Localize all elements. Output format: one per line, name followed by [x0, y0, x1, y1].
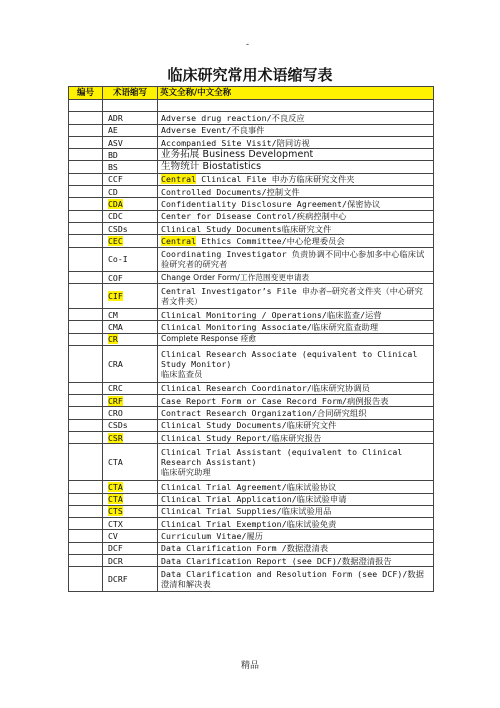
abbreviation-cell: [103, 112, 158, 124]
table-row: [69, 124, 434, 136]
table-row: [69, 136, 434, 148]
abbreviation-cell: [103, 493, 158, 505]
full-name-text: Clinical Research Coordinator/临床研究协调员: [161, 383, 370, 394]
full-name-cell: [158, 444, 434, 481]
abbreviation-text: DCRF: [108, 574, 128, 585]
abbreviation-cell: [103, 272, 158, 284]
row-number-cell: [69, 493, 103, 505]
table-row: [69, 309, 434, 321]
full-name-cell: [158, 407, 434, 419]
row-number-cell: [69, 247, 103, 272]
abbreviation-text: CMA: [108, 321, 123, 332]
full-name-text: Curriculum Vitae/履历: [161, 531, 264, 542]
table-row: [69, 186, 434, 198]
row-number-cell: [69, 309, 103, 321]
full-name-cell: [158, 198, 434, 210]
table-row: [69, 149, 434, 161]
abbreviation-cell: [103, 173, 158, 185]
row-number-cell: [69, 284, 103, 309]
table-row: [69, 333, 434, 345]
table-row: [69, 198, 434, 210]
table-row: [69, 530, 434, 542]
full-name-cell: [158, 112, 434, 124]
full-name-cell: [158, 432, 434, 444]
full-name-text: Central Investigator’s File 申办者—研究者文件夹（中心研究者文件夹）: [161, 286, 423, 307]
table-row: [69, 345, 434, 382]
abbreviation-text: DCR: [108, 555, 123, 566]
table-row: [69, 284, 434, 309]
abbreviation-cell: [103, 210, 158, 222]
full-name-text: Adverse drug reaction/不良反应: [161, 112, 305, 123]
row-number-cell: [69, 481, 103, 493]
full-name-cell: [158, 309, 434, 321]
full-name-cell: [158, 419, 434, 431]
full-name-text: Clinical Research Associate (equivalent to Clinical Study Monitor) 临床监查员: [161, 348, 418, 379]
abbreviation-text: CSDs: [108, 420, 128, 431]
full-name-cell: [158, 210, 434, 222]
abbreviation-text: COF: [108, 272, 123, 283]
full-name-cell: [158, 284, 434, 309]
abbreviation-cell: [103, 395, 158, 407]
abbreviation-cell: [103, 222, 158, 234]
header-full-name: 英文全称/中文全称: [158, 87, 434, 100]
row-number-cell: [69, 444, 103, 481]
abbreviation-text: CSR: [108, 432, 123, 443]
table-row: [69, 321, 434, 333]
table-row: [69, 481, 434, 493]
full-name-cell: [158, 321, 434, 333]
terminology-table: [68, 86, 434, 592]
row-number-cell: [69, 173, 103, 185]
row-number-cell: [69, 432, 103, 444]
row-number-cell: [69, 124, 103, 136]
table-row: [69, 407, 434, 419]
full-name-cell: [158, 173, 434, 185]
full-name-text: 业务拓展 Business Development: [161, 148, 314, 160]
full-name-text: Clinical Trial Agreement/临床试验协议: [161, 481, 337, 492]
abbreviation-text: CM: [108, 309, 118, 320]
highlighted-term: Central: [161, 174, 197, 185]
row-number-cell: [69, 518, 103, 530]
full-name-cell: [158, 542, 434, 554]
row-number-cell: [69, 382, 103, 394]
table-row: [69, 542, 434, 554]
abbreviation-text: CCF: [108, 174, 123, 185]
abbreviation-text: CRC: [108, 383, 123, 394]
table-row: [69, 210, 434, 222]
full-name-cell: [158, 100, 434, 112]
row-number-cell: [69, 149, 103, 161]
row-number-cell: [69, 333, 103, 345]
abbreviation-cell: [103, 530, 158, 542]
abbreviation-text: CTA: [108, 481, 123, 492]
abbreviation-cell: [103, 345, 158, 382]
row-number-cell: [69, 530, 103, 542]
full-name-text: Clinical Study Documents临床研究文件: [161, 223, 332, 234]
full-name-text: Clinical Monitoring Associate/临床研究监查助理: [161, 321, 379, 332]
abbreviation-cell: [103, 518, 158, 530]
full-name-text: 生物统计 Biostatistics: [161, 161, 262, 173]
full-name-cell: [158, 382, 434, 394]
abbreviation-text: CTS: [108, 506, 123, 517]
table-row: [69, 432, 434, 444]
full-name-cell: [158, 136, 434, 148]
full-name-text: Clinical Trial Assistant (equivalent to Clinical Research Assistant) 临床研究助理: [161, 447, 403, 478]
full-name-text: Case Report Form or Case Record Form/病例报告表: [161, 395, 389, 406]
full-name-cell: [158, 333, 434, 345]
full-name-cell: [158, 505, 434, 517]
abbreviation-cell: [103, 321, 158, 333]
row-number-cell: [69, 112, 103, 124]
row-number-cell: [69, 419, 103, 431]
abbreviation-text: BD: [108, 149, 118, 160]
abbreviation-text: CTX: [108, 518, 123, 529]
header-number: 编号: [69, 87, 103, 100]
table-row: [69, 444, 434, 481]
abbreviation-text: CD: [108, 186, 118, 197]
abbreviation-text: CDA: [108, 199, 123, 210]
full-name-cell: [158, 272, 434, 284]
row-number-cell: [69, 554, 103, 566]
full-name-text: Center for Disease Control/疾病控制中心: [161, 211, 347, 222]
table-row: [69, 554, 434, 566]
abbreviation-text: CRF: [108, 395, 123, 406]
table-row: [69, 161, 434, 173]
full-name-text: Adverse Event/不良事件: [161, 125, 265, 136]
abbreviation-cell: [103, 432, 158, 444]
top-mark: -: [246, 40, 250, 50]
full-name-cell: [158, 493, 434, 505]
abbreviation-text: CDC: [108, 211, 123, 222]
row-number-cell: [69, 395, 103, 407]
table-row: [69, 235, 434, 247]
full-name-cell: [158, 481, 434, 493]
abbreviation-cell: [103, 309, 158, 321]
full-name-text: Clinical Study Report/临床研究报告: [161, 432, 322, 443]
abbreviation-cell: [103, 124, 158, 136]
abbreviation-cell: [103, 100, 158, 112]
abbreviation-text: DCF: [108, 543, 123, 554]
row-number-cell: [69, 186, 103, 198]
table-row: [69, 272, 434, 284]
full-name-cell: [158, 567, 434, 592]
abbreviation-text: CR: [108, 334, 118, 345]
abbreviation-cell: [103, 284, 158, 309]
full-name-text: Confidentiality Disclosure Agreement/保密协议: [161, 199, 381, 210]
full-name-text: Data Clarification and Resolution Form (see DCF)/数据澄清和解决表: [161, 569, 425, 590]
row-number-cell: [69, 161, 103, 173]
full-name-text: Data Clarification Form /数据澄清表: [161, 543, 329, 554]
full-name-cell: [158, 345, 434, 382]
abbreviation-cell: [103, 481, 158, 493]
table-row: [69, 518, 434, 530]
abbreviation-cell: [103, 247, 158, 272]
abbreviation-cell: [103, 161, 158, 173]
abbreviation-cell: [103, 505, 158, 517]
abbreviation-text: ASV: [108, 137, 123, 148]
full-name-cell: [158, 149, 434, 161]
abbreviation-text: CIF: [108, 291, 123, 302]
full-name-cell: [158, 518, 434, 530]
full-name-text: Data Clarification Report (see DCF)/数据澄清报告: [161, 555, 392, 566]
abbreviation-cell: [103, 235, 158, 247]
full-name-text: Clinical Monitoring / Operations/临床监查/运营: [161, 309, 382, 320]
abbreviation-cell: [103, 198, 158, 210]
row-number-cell: [69, 542, 103, 554]
table-row: [69, 222, 434, 234]
full-name-text: Clinical Trial Application/临床试验申请: [161, 494, 347, 505]
abbreviation-text: AE: [108, 125, 118, 136]
full-name-text: Change Order Form/工作范围变更申请表: [161, 272, 310, 282]
full-name-cell: [158, 222, 434, 234]
full-name-text: Clinical Study Documents/临床研究文件: [161, 420, 337, 431]
table-row: [69, 173, 434, 185]
full-name-cell: [158, 124, 434, 136]
abbreviation-text: Co-I: [108, 254, 128, 265]
full-name-cell: [158, 186, 434, 198]
full-name-text: Clinical Trial Exemption/临床试验免责: [161, 518, 337, 529]
full-name-cell: [158, 161, 434, 173]
row-number-cell: [69, 136, 103, 148]
page-footer: 精品: [240, 661, 259, 671]
highlighted-term: Central: [161, 235, 197, 246]
table-row: [69, 395, 434, 407]
row-number-cell: [69, 210, 103, 222]
abbreviation-cell: [103, 542, 158, 554]
row-number-cell: [69, 407, 103, 419]
abbreviation-text: CRA: [108, 358, 123, 369]
abbreviation-text: CEC: [108, 235, 123, 246]
full-name-cell: [158, 247, 434, 272]
full-name-text: Clinical File 申办方临床研究文件夹: [196, 174, 355, 185]
table-row: [69, 247, 434, 272]
abbreviation-cell: [103, 444, 158, 481]
abbreviation-cell: [103, 567, 158, 592]
abbreviation-cell: [103, 554, 158, 566]
full-name-text: Coordinating Investigator 负责协调不同中心参加多中心临床试验研究者的研究者: [161, 249, 425, 270]
row-number-cell: [69, 100, 103, 112]
abbreviation-text: CTA: [108, 457, 123, 468]
full-name-text: Accompanied Site Visit/陪同访视: [161, 137, 310, 148]
row-number-cell: [69, 235, 103, 247]
abbreviation-cell: [103, 382, 158, 394]
full-name-text: Clinical Trial Supplies/临床试验用品: [161, 506, 332, 517]
abbreviation-cell: [103, 186, 158, 198]
row-number-cell: [69, 272, 103, 284]
row-number-cell: [69, 321, 103, 333]
table-row: [69, 419, 434, 431]
table-row: [69, 493, 434, 505]
abbreviation-cell: [103, 149, 158, 161]
abbreviation-text: CV: [108, 531, 118, 542]
full-name-cell: [158, 554, 434, 566]
page-title: 临床研究常用术语缩写表: [167, 66, 333, 84]
full-name-cell: [158, 530, 434, 542]
table-row: [69, 100, 434, 112]
table-row: [69, 112, 434, 124]
abbreviation-text: CTA: [108, 494, 123, 505]
abbreviation-cell: [103, 407, 158, 419]
header-abbreviation: 术语缩写: [103, 87, 158, 100]
table-row: [69, 567, 434, 592]
table-row: [69, 505, 434, 517]
full-name-cell: [158, 395, 434, 407]
full-name-text: Controlled Documents/控制文件: [161, 186, 300, 197]
full-name-cell: [158, 235, 434, 247]
abbreviation-cell: [103, 333, 158, 345]
row-number-cell: [69, 345, 103, 382]
row-number-cell: [69, 222, 103, 234]
abbreviation-cell: [103, 136, 158, 148]
table-header-row: [69, 87, 434, 100]
abbreviation-text: BS: [108, 162, 118, 173]
abbreviation-text: ADR: [108, 112, 123, 123]
row-number-cell: [69, 567, 103, 592]
row-number-cell: [69, 505, 103, 517]
full-name-text: Contract Research Organization/合同研究组织: [161, 408, 367, 419]
abbreviation-cell: [103, 419, 158, 431]
full-name-text: Ethics Committee/中心伦理委员会: [196, 235, 345, 246]
full-name-text: Complete Response 痊愈: [161, 334, 257, 344]
table-row: [69, 382, 434, 394]
row-number-cell: [69, 198, 103, 210]
abbreviation-text: CSDs: [108, 223, 128, 234]
abbreviation-text: CRO: [108, 408, 123, 419]
